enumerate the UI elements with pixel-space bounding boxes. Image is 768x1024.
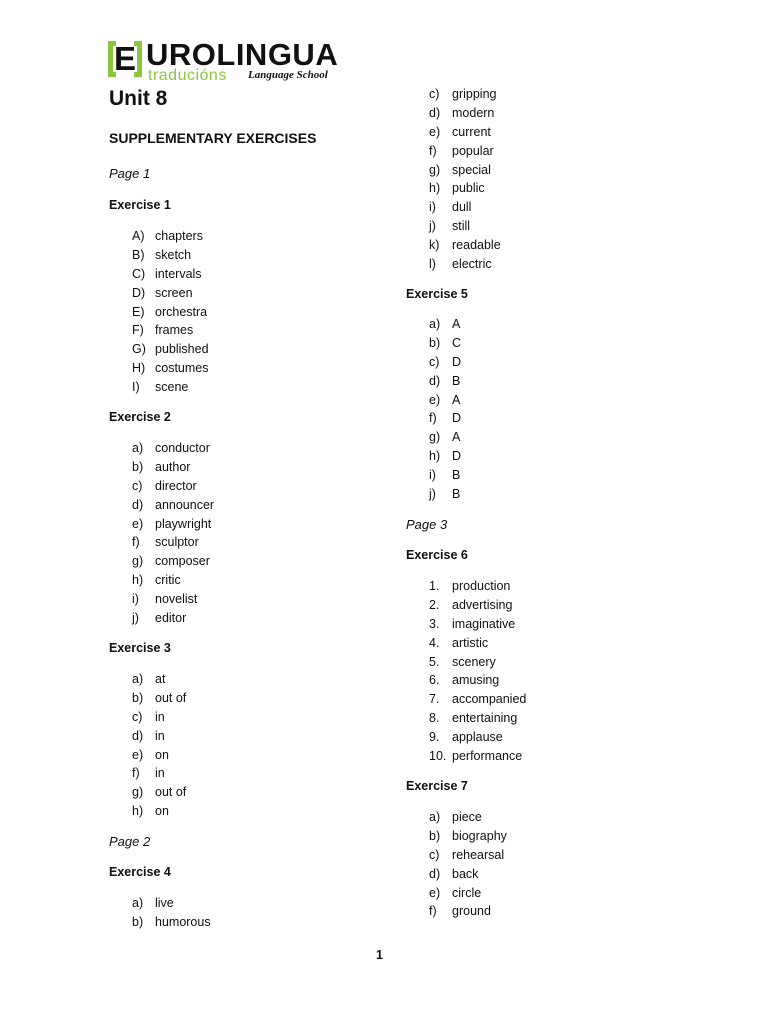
answer-text: novelist: [155, 592, 198, 607]
answer-text: accompanied: [452, 692, 527, 707]
answer-text: D: [452, 354, 462, 369]
exercise-2-heading: Exercise 2: [109, 410, 171, 424]
answer-item: [429, 827, 629, 846]
answer-item: [429, 315, 629, 334]
answer-text: artistic: [452, 635, 489, 650]
answer-text: live: [155, 896, 174, 910]
exercise-4-heading: Exercise 4: [109, 865, 171, 879]
answer-label: h): [132, 573, 144, 588]
answer-text: production: [452, 579, 511, 593]
answer-label: f): [132, 766, 140, 781]
answer-label: a): [429, 317, 441, 331]
answer-item: [429, 217, 629, 236]
answer-text: dull: [452, 200, 472, 215]
answer-label: F): [132, 323, 144, 338]
answer-text: frames: [155, 323, 194, 338]
page-label-1: Page 1: [109, 166, 151, 181]
answer-text: still: [452, 219, 471, 234]
answer-item: [429, 85, 629, 104]
answer-text: rehearsal: [452, 847, 505, 862]
answer-item: [429, 104, 629, 123]
answer-label: b): [429, 335, 441, 350]
answer-label: 3.: [429, 616, 440, 631]
answer-item: [429, 236, 629, 255]
answer-label: j): [429, 487, 436, 502]
answer-item: [132, 764, 332, 783]
answer-label: c): [132, 709, 143, 724]
answer-item: [132, 227, 332, 246]
answer-item: [429, 334, 629, 353]
answer-text: A: [452, 392, 461, 407]
answer-text: on: [155, 747, 169, 762]
answer-item: [429, 846, 629, 865]
answer-label: 6.: [429, 673, 440, 688]
answer-item: [429, 142, 629, 161]
answer-item: [429, 161, 629, 180]
answer-item: [132, 265, 332, 284]
answer-item: [429, 671, 629, 690]
answer-item: [429, 634, 629, 653]
answer-item: [132, 689, 332, 708]
answer-label: e): [429, 885, 441, 900]
answer-label: 10.: [429, 749, 447, 764]
answer-text: playwright: [155, 516, 212, 531]
answer-text: scene: [155, 380, 189, 395]
answer-item: [429, 409, 629, 428]
answer-label: 9.: [429, 730, 440, 745]
answer-item: [429, 690, 629, 709]
answer-label: h): [429, 449, 441, 464]
exercise-1-heading: Exercise 1: [109, 198, 171, 212]
answer-item: [429, 447, 629, 466]
answer-text: author: [155, 459, 191, 474]
page-number: 1: [376, 948, 383, 962]
answer-label: d): [132, 497, 144, 512]
answer-label: i): [429, 468, 436, 483]
answer-text: electric: [452, 257, 492, 272]
answer-text: biography: [452, 828, 507, 843]
answer-item: [429, 428, 629, 447]
answer-text: director: [155, 478, 197, 493]
page-label-2: Page 2: [109, 834, 151, 849]
answer-label: a): [132, 672, 144, 686]
logo-letter: E: [113, 40, 136, 77]
exercise-4-list: [132, 894, 332, 932]
answer-label: 1.: [429, 579, 440, 593]
answer-text: B: [452, 468, 461, 483]
answer-label: E): [132, 304, 145, 319]
answer-label: I): [132, 380, 140, 395]
answer-item: [132, 571, 332, 590]
answer-text: public: [452, 181, 485, 196]
answer-text: humorous: [155, 914, 211, 929]
answer-text: chapters: [155, 229, 203, 243]
exercise-4-list-continued: [429, 85, 629, 274]
answer-label: A): [132, 229, 145, 243]
answer-text: on: [155, 804, 169, 819]
answer-label: h): [429, 181, 441, 196]
answer-item: [429, 198, 629, 217]
answer-label: d): [429, 866, 441, 881]
exercise-5-heading: Exercise 5: [406, 287, 468, 301]
answer-item: [429, 353, 629, 372]
answer-item: [429, 391, 629, 410]
answer-text: costumes: [155, 361, 209, 376]
page-label-3: Page 3: [406, 517, 448, 532]
answer-label: e): [429, 124, 441, 139]
answer-text: circle: [452, 885, 482, 900]
answer-label: j): [132, 611, 139, 626]
answer-text: C: [452, 335, 462, 350]
answer-item: [132, 609, 332, 628]
answer-text: out of: [155, 785, 187, 800]
answer-label: c): [429, 847, 440, 862]
answer-text: B: [452, 487, 461, 502]
answer-item: [132, 340, 332, 359]
answer-label: i): [132, 592, 139, 607]
answer-text: entertaining: [452, 711, 518, 726]
answer-item: [429, 615, 629, 634]
answer-item: [132, 439, 332, 458]
answer-item: [429, 709, 629, 728]
answer-text: orchestra: [155, 304, 208, 319]
answer-item: [132, 708, 332, 727]
answer-item: [132, 458, 332, 477]
answer-label: g): [429, 430, 441, 445]
answer-item: [429, 596, 629, 615]
answer-label: f): [429, 411, 437, 426]
exercise-6-list: [429, 577, 629, 766]
answer-item: [132, 496, 332, 515]
answer-text: modern: [452, 105, 495, 120]
answer-text: D: [452, 411, 462, 426]
answer-label: H): [132, 361, 146, 376]
answer-item: [132, 913, 332, 932]
answer-label: 4.: [429, 635, 440, 650]
answer-item: [132, 894, 332, 913]
answer-text: screen: [155, 285, 193, 300]
answer-label: b): [132, 690, 144, 705]
answer-text: popular: [452, 143, 494, 158]
answer-item: [132, 515, 332, 534]
answer-label: e): [132, 747, 144, 762]
exercise-3-list: [132, 670, 332, 821]
eurolingua-logo: [108, 37, 339, 84]
answer-item: [132, 303, 332, 322]
answer-item: [132, 359, 332, 378]
answer-label: f): [429, 904, 437, 919]
answer-item: [132, 321, 332, 340]
answer-item: [132, 246, 332, 265]
answer-label: 8.: [429, 711, 440, 726]
answer-text: back: [452, 866, 479, 881]
answer-text: applause: [452, 730, 503, 745]
answer-label: c): [429, 87, 440, 101]
answer-text: scenery: [452, 654, 496, 669]
answer-label: G): [132, 342, 146, 357]
answer-text: announcer: [155, 497, 215, 512]
exercise-6-heading: Exercise 6: [406, 548, 468, 562]
answer-text: in: [155, 709, 165, 724]
answer-text: imaginative: [452, 616, 516, 631]
answer-text: gripping: [452, 87, 497, 101]
answer-item: [429, 808, 629, 827]
answer-label: e): [429, 392, 441, 407]
answer-text: intervals: [155, 266, 202, 281]
logo-wordmark: UROLINGUA: [146, 37, 339, 72]
answer-text: conductor: [155, 441, 210, 455]
answer-item: [429, 865, 629, 884]
answer-item: [132, 378, 332, 397]
exercise-7-heading: Exercise 7: [406, 779, 468, 793]
answer-label: d): [132, 728, 144, 743]
answer-label: 7.: [429, 692, 440, 707]
answer-text: current: [452, 124, 491, 139]
answer-label: h): [132, 804, 144, 819]
answer-label: a): [132, 896, 144, 910]
exercise-5-list: [429, 315, 629, 504]
answer-item: [429, 728, 629, 747]
answer-item: [429, 577, 629, 596]
logo-language-school: Language School: [248, 69, 328, 81]
answer-text: sketch: [155, 247, 192, 262]
answer-text: in: [155, 728, 165, 743]
answer-text: D: [452, 449, 462, 464]
answer-label: a): [429, 810, 441, 824]
answer-label: g): [132, 785, 144, 800]
answer-item: [429, 179, 629, 198]
answer-label: l): [429, 257, 436, 272]
answer-label: 2.: [429, 597, 440, 612]
answer-text: in: [155, 766, 165, 781]
answer-item: [132, 284, 332, 303]
answer-text: amusing: [452, 673, 500, 688]
answer-label: 5.: [429, 654, 440, 669]
answer-label: b): [429, 828, 441, 843]
answer-item: [132, 552, 332, 571]
answer-item: [132, 783, 332, 802]
exercise-2-list: [132, 439, 332, 628]
answer-text: A: [452, 317, 461, 331]
answer-label: f): [132, 535, 140, 550]
answer-item: [429, 372, 629, 391]
answer-text: readable: [452, 238, 501, 253]
answer-text: piece: [452, 810, 482, 824]
answer-label: b): [132, 459, 144, 474]
exercise-3-heading: Exercise 3: [109, 641, 171, 655]
answer-item: [132, 533, 332, 552]
logo-bracket-e: [108, 41, 142, 77]
answer-item: [429, 902, 629, 921]
answer-item: [132, 670, 332, 689]
answer-label: b): [132, 914, 144, 929]
answer-label: d): [429, 105, 441, 120]
answer-item: [429, 485, 629, 504]
answer-item: [429, 884, 629, 903]
answer-label: a): [132, 441, 144, 455]
answer-text: out of: [155, 690, 187, 705]
exercise-1-list: [132, 227, 332, 397]
answer-item: [132, 477, 332, 496]
answer-item: [429, 123, 629, 142]
unit-title: Unit 8: [109, 87, 168, 110]
answer-text: advertising: [452, 597, 513, 612]
answer-item: [132, 727, 332, 746]
answer-label: B): [132, 247, 145, 262]
section-title: SUPPLEMENTARY EXERCISES: [109, 130, 317, 146]
answer-text: B: [452, 373, 461, 388]
answer-item: [132, 590, 332, 609]
answer-text: special: [452, 162, 491, 177]
answer-label: g): [429, 162, 441, 177]
answer-label: D): [132, 285, 146, 300]
answer-text: published: [155, 342, 209, 357]
answer-label: i): [429, 200, 436, 215]
answer-item: [132, 802, 332, 821]
answer-label: g): [132, 554, 144, 569]
answer-text: at: [155, 672, 166, 686]
answer-text: sculptor: [155, 535, 199, 550]
answer-item: [429, 653, 629, 672]
answer-label: e): [132, 516, 144, 531]
answer-item: [429, 747, 629, 766]
answer-label: c): [132, 478, 143, 493]
answer-label: d): [429, 373, 441, 388]
exercise-7-list: [429, 808, 629, 921]
answer-text: composer: [155, 554, 210, 569]
answer-text: critic: [155, 573, 181, 588]
answer-text: editor: [155, 611, 187, 626]
logo-traducions: traducións: [148, 67, 227, 84]
answer-label: C): [132, 266, 146, 281]
answer-item: [429, 466, 629, 485]
answer-text: performance: [452, 749, 523, 764]
answer-text: A: [452, 430, 461, 445]
answer-text: ground: [452, 904, 491, 919]
answer-label: j): [429, 219, 436, 234]
answer-label: f): [429, 143, 437, 158]
answer-item: [132, 746, 332, 765]
answer-item: [429, 255, 629, 274]
answer-label: c): [429, 354, 440, 369]
answer-label: k): [429, 238, 440, 253]
